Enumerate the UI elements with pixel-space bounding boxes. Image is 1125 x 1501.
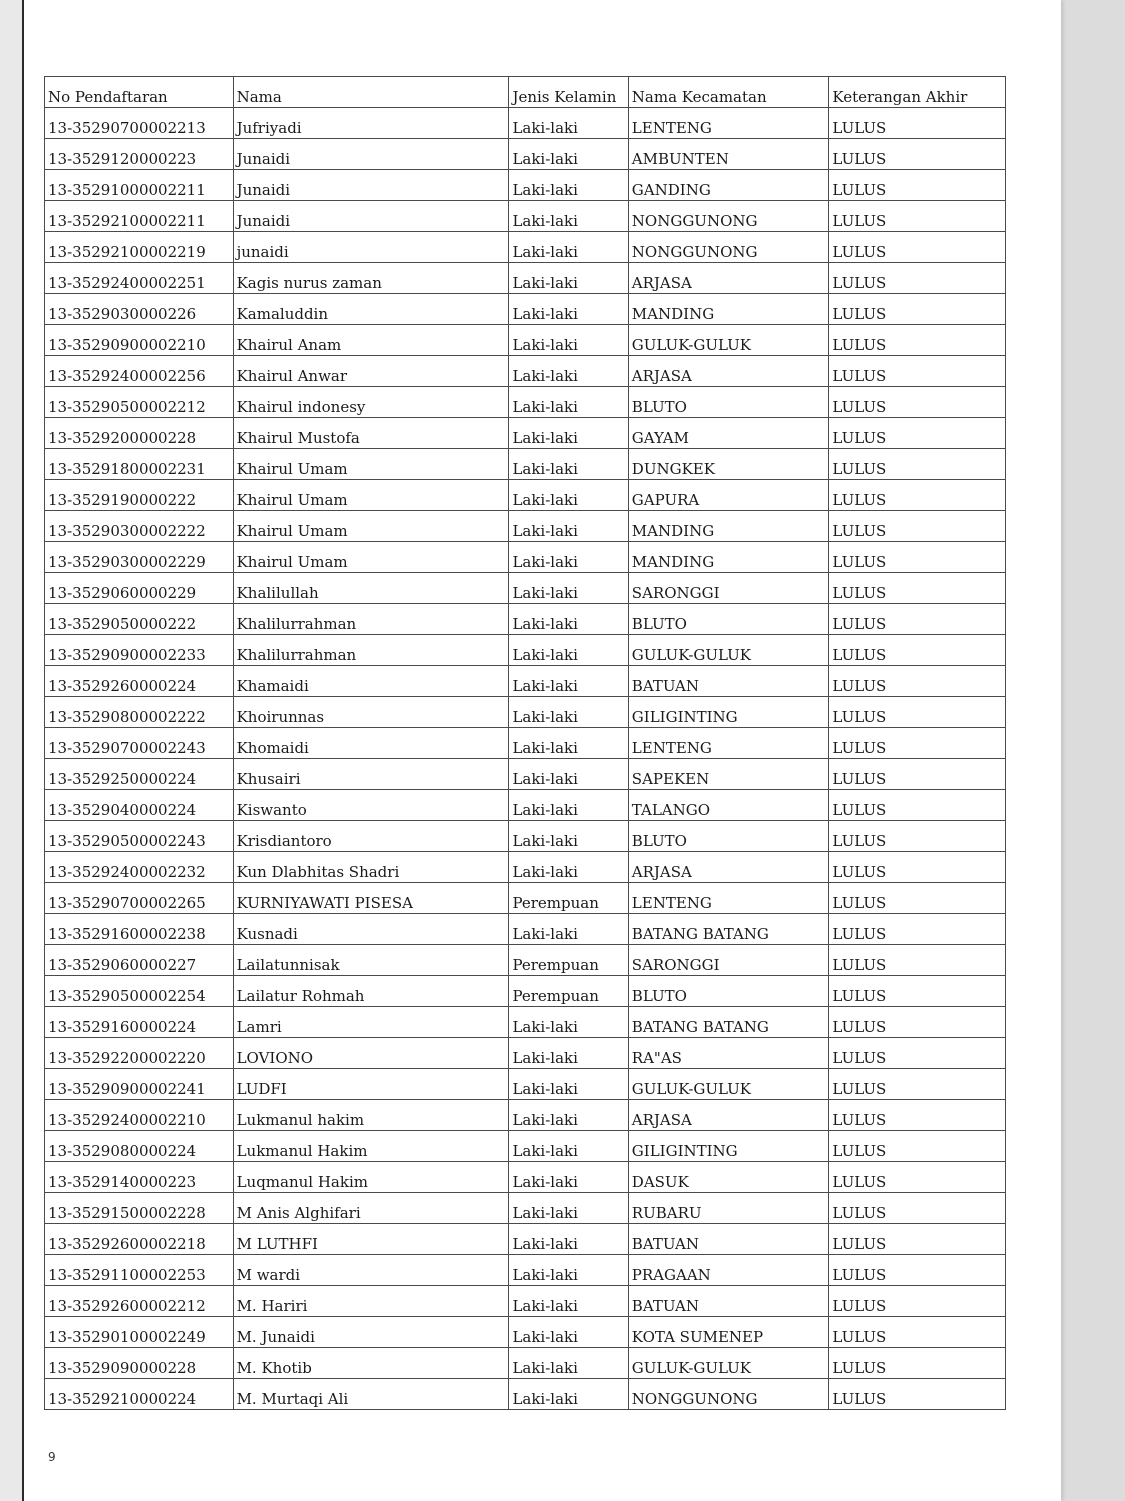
cell-no-pendaftaran: 13-35290900002241	[45, 1069, 234, 1100]
cell-no-pendaftaran: 13-3529040000224	[45, 790, 234, 821]
cell-jenis-kelamin: Laki-laki	[509, 1379, 628, 1410]
cell-nama: M. Khotib	[233, 1348, 509, 1379]
cell-nama: Khalilurrahman	[233, 635, 509, 666]
cell-no-pendaftaran: 13-35291500002228	[45, 1193, 234, 1224]
cell-jenis-kelamin: Laki-laki	[509, 1348, 628, 1379]
cell-nama: Khairul Umam	[233, 511, 509, 542]
cell-nama: Khalilullah	[233, 573, 509, 604]
table-row	[45, 232, 1006, 263]
table-row	[45, 1193, 1006, 1224]
cell-jenis-kelamin: Perempuan	[509, 883, 628, 914]
table-row	[45, 449, 1006, 480]
cell-nama: Lukmanul hakim	[233, 1100, 509, 1131]
cell-nama: Khairul Umam	[233, 542, 509, 573]
cell-no-pendaftaran: 13-35292200002220	[45, 1038, 234, 1069]
header-no-pendaftaran: No Pendaftaran	[45, 77, 234, 108]
cell-nama-kecamatan: TALANGO	[628, 790, 829, 821]
cell-no-pendaftaran: 13-3529050000222	[45, 604, 234, 635]
cell-jenis-kelamin: Laki-laki	[509, 759, 628, 790]
cell-nama: Kiswanto	[233, 790, 509, 821]
cell-keterangan-akhir: LULUS	[829, 697, 1006, 728]
cell-nama-kecamatan: BATANG BATANG	[628, 914, 829, 945]
cell-nama-kecamatan: MANDING	[628, 511, 829, 542]
cell-nama-kecamatan: MANDING	[628, 542, 829, 573]
cell-jenis-kelamin: Laki-laki	[509, 139, 628, 170]
cell-jenis-kelamin: Perempuan	[509, 976, 628, 1007]
table-row	[45, 170, 1006, 201]
cell-no-pendaftaran: 13-35292100002211	[45, 201, 234, 232]
cell-no-pendaftaran: 13-35290700002243	[45, 728, 234, 759]
header-nama: Nama	[233, 77, 509, 108]
cell-no-pendaftaran: 13-3529210000224	[45, 1379, 234, 1410]
cell-nama: Khairul indonesy	[233, 387, 509, 418]
table-row	[45, 852, 1006, 883]
table-header-row	[45, 77, 1006, 108]
cell-keterangan-akhir: LULUS	[829, 1100, 1006, 1131]
cell-nama: Khoirunnas	[233, 697, 509, 728]
cell-jenis-kelamin: Laki-laki	[509, 1286, 628, 1317]
document-page	[22, 0, 1061, 1501]
table-row	[45, 759, 1006, 790]
header-keterangan-akhir: Keterangan Akhir	[829, 77, 1006, 108]
cell-keterangan-akhir: LULUS	[829, 1069, 1006, 1100]
table-row	[45, 573, 1006, 604]
cell-no-pendaftaran: 13-3529250000224	[45, 759, 234, 790]
cell-jenis-kelamin: Laki-laki	[509, 852, 628, 883]
cell-jenis-kelamin: Laki-laki	[509, 1100, 628, 1131]
cell-jenis-kelamin: Laki-laki	[509, 294, 628, 325]
cell-no-pendaftaran: 13-3529030000226	[45, 294, 234, 325]
cell-keterangan-akhir: LULUS	[829, 883, 1006, 914]
cell-nama: Lukmanul Hakim	[233, 1131, 509, 1162]
cell-jenis-kelamin: Laki-laki	[509, 480, 628, 511]
cell-nama-kecamatan: GULUK-GULUK	[628, 1069, 829, 1100]
cell-nama-kecamatan: ARJASA	[628, 356, 829, 387]
cell-jenis-kelamin: Laki-laki	[509, 1038, 628, 1069]
table-row	[45, 387, 1006, 418]
cell-no-pendaftaran: 13-35292600002218	[45, 1224, 234, 1255]
cell-jenis-kelamin: Laki-laki	[509, 387, 628, 418]
cell-keterangan-akhir: LULUS	[829, 1007, 1006, 1038]
cell-jenis-kelamin: Laki-laki	[509, 635, 628, 666]
cell-nama: Junaidi	[233, 139, 509, 170]
cell-no-pendaftaran: 13-3529080000224	[45, 1131, 234, 1162]
cell-jenis-kelamin: Laki-laki	[509, 356, 628, 387]
cell-no-pendaftaran: 13-35290300002222	[45, 511, 234, 542]
cell-nama: Kamaluddin	[233, 294, 509, 325]
cell-no-pendaftaran: 13-3529140000223	[45, 1162, 234, 1193]
cell-jenis-kelamin: Laki-laki	[509, 728, 628, 759]
cell-no-pendaftaran: 13-35292100002219	[45, 232, 234, 263]
cell-jenis-kelamin: Laki-laki	[509, 449, 628, 480]
cell-nama-kecamatan: ARJASA	[628, 852, 829, 883]
cell-jenis-kelamin: Laki-laki	[509, 1162, 628, 1193]
cell-jenis-kelamin: Laki-laki	[509, 325, 628, 356]
cell-nama: junaidi	[233, 232, 509, 263]
table-row	[45, 1286, 1006, 1317]
cell-no-pendaftaran: 13-35290700002265	[45, 883, 234, 914]
table-row	[45, 635, 1006, 666]
cell-nama: M. Junaidi	[233, 1317, 509, 1348]
cell-keterangan-akhir: LULUS	[829, 759, 1006, 790]
cell-no-pendaftaran: 13-35290900002210	[45, 325, 234, 356]
cell-keterangan-akhir: LULUS	[829, 1224, 1006, 1255]
table-row	[45, 1379, 1006, 1410]
cell-nama: Khomaidi	[233, 728, 509, 759]
cell-keterangan-akhir: LULUS	[829, 1286, 1006, 1317]
cell-nama: Kusnadi	[233, 914, 509, 945]
cell-no-pendaftaran: 13-35292600002212	[45, 1286, 234, 1317]
cell-jenis-kelamin: Laki-laki	[509, 542, 628, 573]
cell-no-pendaftaran: 13-3529160000224	[45, 1007, 234, 1038]
cell-nama-kecamatan: MANDING	[628, 294, 829, 325]
cell-keterangan-akhir: LULUS	[829, 480, 1006, 511]
cell-nama: Krisdiantoro	[233, 821, 509, 852]
cell-jenis-kelamin: Laki-laki	[509, 511, 628, 542]
cell-keterangan-akhir: LULUS	[829, 604, 1006, 635]
table-body	[45, 108, 1006, 1410]
cell-nama: Lailatunnisak	[233, 945, 509, 976]
cell-jenis-kelamin: Laki-laki	[509, 1193, 628, 1224]
cell-nama-kecamatan: ARJASA	[628, 1100, 829, 1131]
cell-keterangan-akhir: LULUS	[829, 1317, 1006, 1348]
table-row	[45, 1317, 1006, 1348]
cell-jenis-kelamin: Laki-laki	[509, 232, 628, 263]
cell-nama: Junaidi	[233, 201, 509, 232]
header-jenis-kelamin: Jenis Kelamin	[509, 77, 628, 108]
cell-nama-kecamatan: BLUTO	[628, 387, 829, 418]
table-row	[45, 821, 1006, 852]
cell-jenis-kelamin: Laki-laki	[509, 418, 628, 449]
cell-nama: M LUTHFI	[233, 1224, 509, 1255]
table-row	[45, 108, 1006, 139]
cell-no-pendaftaran: 13-3529190000222	[45, 480, 234, 511]
cell-jenis-kelamin: Laki-laki	[509, 821, 628, 852]
table-row	[45, 1131, 1006, 1162]
cell-nama: Khairul Mustofa	[233, 418, 509, 449]
cell-keterangan-akhir: LULUS	[829, 1193, 1006, 1224]
table-row	[45, 1007, 1006, 1038]
table-row	[45, 356, 1006, 387]
cell-no-pendaftaran: 13-35290500002254	[45, 976, 234, 1007]
cell-no-pendaftaran: 13-35292400002232	[45, 852, 234, 883]
cell-nama: M Anis Alghifari	[233, 1193, 509, 1224]
cell-keterangan-akhir: LULUS	[829, 418, 1006, 449]
cell-nama: Khairul Umam	[233, 480, 509, 511]
cell-no-pendaftaran: 13-35292400002210	[45, 1100, 234, 1131]
cell-nama-kecamatan: BATUAN	[628, 1224, 829, 1255]
cell-keterangan-akhir: LULUS	[829, 1379, 1006, 1410]
table-row	[45, 294, 1006, 325]
cell-nama-kecamatan: BLUTO	[628, 976, 829, 1007]
cell-jenis-kelamin: Laki-laki	[509, 201, 628, 232]
cell-nama: Junaidi	[233, 170, 509, 201]
cell-nama: Kun Dlabhitas Shadri	[233, 852, 509, 883]
cell-no-pendaftaran: 13-35291100002253	[45, 1255, 234, 1286]
cell-nama-kecamatan: DASUK	[628, 1162, 829, 1193]
table-row	[45, 418, 1006, 449]
cell-nama-kecamatan: PRAGAAN	[628, 1255, 829, 1286]
cell-nama-kecamatan: SARONGGI	[628, 573, 829, 604]
cell-nama-kecamatan: RUBARU	[628, 1193, 829, 1224]
cell-nama-kecamatan: DUNGKEK	[628, 449, 829, 480]
cell-nama-kecamatan: NONGGUNONG	[628, 1379, 829, 1410]
cell-no-pendaftaran: 13-3529260000224	[45, 666, 234, 697]
cell-keterangan-akhir: LULUS	[829, 1348, 1006, 1379]
table-row	[45, 542, 1006, 573]
table-row	[45, 263, 1006, 294]
cell-no-pendaftaran: 13-35290800002222	[45, 697, 234, 728]
cell-nama: LOVIONO	[233, 1038, 509, 1069]
cell-nama: KURNIYAWATI PISESA	[233, 883, 509, 914]
cell-nama: Khalilurrahman	[233, 604, 509, 635]
cell-no-pendaftaran: 13-35290300002229	[45, 542, 234, 573]
cell-nama: Lamri	[233, 1007, 509, 1038]
cell-nama-kecamatan: LENTENG	[628, 883, 829, 914]
cell-keterangan-akhir: LULUS	[829, 542, 1006, 573]
table-row	[45, 1224, 1006, 1255]
cell-nama-kecamatan: KOTA SUMENEP	[628, 1317, 829, 1348]
table-row	[45, 1162, 1006, 1193]
cell-nama-kecamatan: GULUK-GULUK	[628, 325, 829, 356]
table-row	[45, 201, 1006, 232]
cell-nama-kecamatan: SARONGGI	[628, 945, 829, 976]
cell-nama-kecamatan: NONGGUNONG	[628, 232, 829, 263]
cell-jenis-kelamin: Laki-laki	[509, 1069, 628, 1100]
cell-no-pendaftaran: 13-3529060000227	[45, 945, 234, 976]
cell-keterangan-akhir: LULUS	[829, 1131, 1006, 1162]
cell-jenis-kelamin: Laki-laki	[509, 697, 628, 728]
background-edge	[1059, 0, 1125, 1501]
cell-jenis-kelamin: Laki-laki	[509, 1224, 628, 1255]
table-row	[45, 914, 1006, 945]
cell-no-pendaftaran: 13-35290100002249	[45, 1317, 234, 1348]
cell-keterangan-akhir: LULUS	[829, 387, 1006, 418]
cell-nama: Lailatur Rohmah	[233, 976, 509, 1007]
table-row	[45, 1100, 1006, 1131]
cell-nama: Khairul Umam	[233, 449, 509, 480]
table-row	[45, 1255, 1006, 1286]
cell-keterangan-akhir: LULUS	[829, 573, 1006, 604]
cell-no-pendaftaran: 13-3529060000229	[45, 573, 234, 604]
cell-nama-kecamatan: GANDING	[628, 170, 829, 201]
cell-jenis-kelamin: Laki-laki	[509, 1255, 628, 1286]
cell-nama-kecamatan: LENTENG	[628, 108, 829, 139]
cell-keterangan-akhir: LULUS	[829, 1038, 1006, 1069]
cell-jenis-kelamin: Laki-laki	[509, 790, 628, 821]
cell-nama-kecamatan: BATUAN	[628, 1286, 829, 1317]
header-nama-kecamatan: Nama Kecamatan	[628, 77, 829, 108]
cell-no-pendaftaran: 13-3529090000228	[45, 1348, 234, 1379]
cell-nama-kecamatan: BLUTO	[628, 604, 829, 635]
cell-nama-kecamatan: GAYAM	[628, 418, 829, 449]
cell-keterangan-akhir: LULUS	[829, 139, 1006, 170]
cell-no-pendaftaran: 13-35290500002212	[45, 387, 234, 418]
cell-nama-kecamatan: BATUAN	[628, 666, 829, 697]
cell-jenis-kelamin: Laki-laki	[509, 1131, 628, 1162]
cell-keterangan-akhir: LULUS	[829, 1162, 1006, 1193]
cell-nama-kecamatan: GULUK-GULUK	[628, 1348, 829, 1379]
cell-nama-kecamatan: SAPEKEN	[628, 759, 829, 790]
cell-nama: LUDFI	[233, 1069, 509, 1100]
cell-keterangan-akhir: LULUS	[829, 108, 1006, 139]
cell-keterangan-akhir: LULUS	[829, 852, 1006, 883]
table-row	[45, 976, 1006, 1007]
cell-jenis-kelamin: Laki-laki	[509, 666, 628, 697]
cell-nama-kecamatan: GILIGINTING	[628, 1131, 829, 1162]
cell-nama: Kagis nurus zaman	[233, 263, 509, 294]
cell-no-pendaftaran: 13-35291800002231	[45, 449, 234, 480]
table-row	[45, 325, 1006, 356]
cell-jenis-kelamin: Perempuan	[509, 945, 628, 976]
cell-keterangan-akhir: LULUS	[829, 666, 1006, 697]
page-number: 9	[48, 1450, 56, 1464]
cell-nama-kecamatan: RA"AS	[628, 1038, 829, 1069]
table-row	[45, 883, 1006, 914]
cell-nama-kecamatan: BLUTO	[628, 821, 829, 852]
table-row	[45, 697, 1006, 728]
table-row	[45, 666, 1006, 697]
cell-keterangan-akhir: LULUS	[829, 294, 1006, 325]
table-row	[45, 480, 1006, 511]
cell-keterangan-akhir: LULUS	[829, 1255, 1006, 1286]
cell-jenis-kelamin: Laki-laki	[509, 108, 628, 139]
cell-nama: M. Murtaqi Ali	[233, 1379, 509, 1410]
cell-nama-kecamatan: GILIGINTING	[628, 697, 829, 728]
table-row	[45, 1069, 1006, 1100]
cell-no-pendaftaran: 13-35290500002243	[45, 821, 234, 852]
cell-keterangan-akhir: LULUS	[829, 325, 1006, 356]
table-row	[45, 604, 1006, 635]
cell-keterangan-akhir: LULUS	[829, 945, 1006, 976]
cell-jenis-kelamin: Laki-laki	[509, 1317, 628, 1348]
results-table	[44, 76, 1006, 1410]
cell-keterangan-akhir: LULUS	[829, 356, 1006, 387]
cell-no-pendaftaran: 13-35290900002233	[45, 635, 234, 666]
table-row	[45, 1038, 1006, 1069]
cell-nama-kecamatan: GAPURA	[628, 480, 829, 511]
cell-nama-kecamatan: ARJASA	[628, 263, 829, 294]
cell-nama-kecamatan: LENTENG	[628, 728, 829, 759]
table-row	[45, 511, 1006, 542]
table-row	[45, 945, 1006, 976]
cell-nama: Khamaidi	[233, 666, 509, 697]
cell-keterangan-akhir: LULUS	[829, 449, 1006, 480]
cell-nama-kecamatan: BATANG BATANG	[628, 1007, 829, 1038]
cell-jenis-kelamin: Laki-laki	[509, 573, 628, 604]
table-row	[45, 1348, 1006, 1379]
table-row	[45, 728, 1006, 759]
cell-nama: Jufriyadi	[233, 108, 509, 139]
cell-jenis-kelamin: Laki-laki	[509, 170, 628, 201]
cell-no-pendaftaran: 13-35290700002213	[45, 108, 234, 139]
cell-keterangan-akhir: LULUS	[829, 232, 1006, 263]
cell-nama: M. Hariri	[233, 1286, 509, 1317]
cell-keterangan-akhir: LULUS	[829, 790, 1006, 821]
cell-jenis-kelamin: Laki-laki	[509, 1007, 628, 1038]
cell-no-pendaftaran: 13-3529200000228	[45, 418, 234, 449]
cell-nama: Khairul Anwar	[233, 356, 509, 387]
cell-nama-kecamatan: AMBUNTEN	[628, 139, 829, 170]
cell-no-pendaftaran: 13-35292400002256	[45, 356, 234, 387]
cell-nama: M wardi	[233, 1255, 509, 1286]
cell-no-pendaftaran: 13-35292400002251	[45, 263, 234, 294]
cell-keterangan-akhir: LULUS	[829, 263, 1006, 294]
cell-nama-kecamatan: GULUK-GULUK	[628, 635, 829, 666]
cell-keterangan-akhir: LULUS	[829, 976, 1006, 1007]
cell-nama-kecamatan: NONGGUNONG	[628, 201, 829, 232]
cell-keterangan-akhir: LULUS	[829, 635, 1006, 666]
cell-keterangan-akhir: LULUS	[829, 821, 1006, 852]
cell-no-pendaftaran: 13-35291000002211	[45, 170, 234, 201]
cell-jenis-kelamin: Laki-laki	[509, 914, 628, 945]
cell-no-pendaftaran: 13-3529120000223	[45, 139, 234, 170]
table-row	[45, 790, 1006, 821]
cell-keterangan-akhir: LULUS	[829, 201, 1006, 232]
cell-keterangan-akhir: LULUS	[829, 511, 1006, 542]
cell-keterangan-akhir: LULUS	[829, 914, 1006, 945]
cell-keterangan-akhir: LULUS	[829, 170, 1006, 201]
cell-no-pendaftaran: 13-35291600002238	[45, 914, 234, 945]
cell-nama: Khairul Anam	[233, 325, 509, 356]
table-row	[45, 139, 1006, 170]
cell-jenis-kelamin: Laki-laki	[509, 263, 628, 294]
cell-jenis-kelamin: Laki-laki	[509, 604, 628, 635]
cell-keterangan-akhir: LULUS	[829, 728, 1006, 759]
cell-nama: Khusairi	[233, 759, 509, 790]
cell-nama: Luqmanul Hakim	[233, 1162, 509, 1193]
